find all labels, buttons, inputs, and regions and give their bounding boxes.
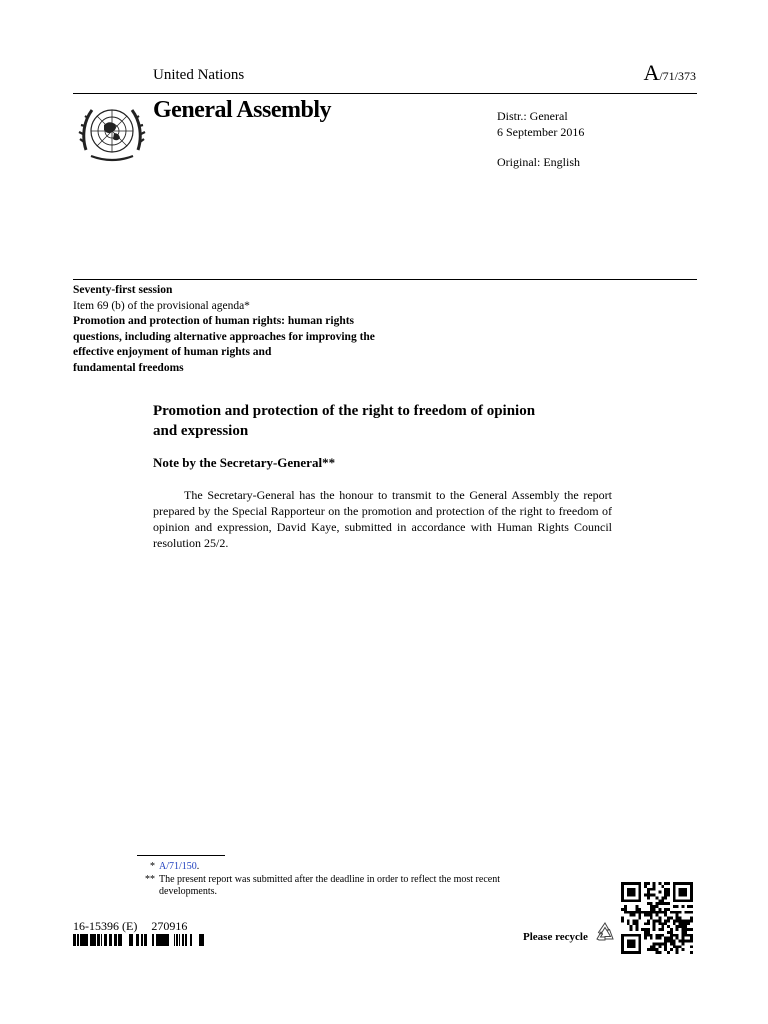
job-number	[73, 919, 187, 934]
agenda-topic-line: Promotion and protection of human rights: human rights	[73, 315, 355, 327]
spacer	[497, 140, 584, 154]
barcode-icon	[73, 934, 205, 946]
footnote-link[interactable]: A/71/150	[159, 861, 197, 872]
qr-code-icon	[621, 882, 693, 954]
body-paragraph: The Secretary-General has the honour to transmit to the General Assembly the report prepared by the Special Rapporteur on the promotion and protection of the right to freedom of opinion and expression, David Kaye, submitted in accordance with Human Rights Council resolution 25/2.	[153, 488, 612, 550]
report-title	[153, 401, 623, 441]
footnote-1	[137, 861, 557, 874]
agenda-item: Item 69 (b) of the provisional agenda*	[73, 299, 250, 312]
agenda-topic-line: questions, including alternative approaches for improving the	[73, 330, 375, 343]
header-rule	[73, 93, 697, 94]
footnote-2	[137, 874, 557, 899]
organization-name: United Nations	[153, 67, 245, 83]
un-emblem-icon	[77, 98, 147, 168]
page-title: General Assembly	[153, 97, 331, 123]
footnote-text	[159, 861, 199, 874]
report-title-line: Promotion and protection of the right to freedom of opinion	[153, 403, 536, 419]
footnotes	[137, 861, 557, 899]
agenda-topic-line: fundamental freedoms	[73, 361, 184, 374]
agenda-topic-line: effective enjoyment of human rights and	[73, 346, 272, 358]
footnote-text: The present report was submitted after the deadline in order to reflect the most recent developments.	[159, 873, 500, 897]
recycle-icon	[592, 920, 618, 946]
job-date: 270916	[151, 919, 188, 933]
footnote-mark: **	[145, 873, 155, 885]
report-title-line: and expression	[153, 423, 249, 439]
document-symbol	[643, 60, 696, 86]
session-rule	[73, 279, 697, 280]
footnote-rule	[137, 855, 225, 856]
symbol-prefix: A	[643, 60, 660, 85]
document-date: 6 September 2016	[497, 125, 585, 139]
job-number-code: 16-15396 (E)	[73, 919, 138, 933]
note-heading: Note by the Secretary-General**	[153, 455, 336, 470]
distribution-type: Distr.: General	[497, 109, 568, 123]
footnote-link-suffix: .	[196, 861, 200, 872]
session-name: Seventy-first session	[73, 284, 173, 296]
original-language: Original: English	[497, 155, 580, 169]
symbol-suffix: /71/373	[659, 69, 696, 83]
distribution-block	[497, 108, 584, 170]
recycle-label: Please recycle	[523, 931, 588, 943]
session-block	[73, 283, 453, 376]
footnote-mark: *	[150, 861, 155, 872]
